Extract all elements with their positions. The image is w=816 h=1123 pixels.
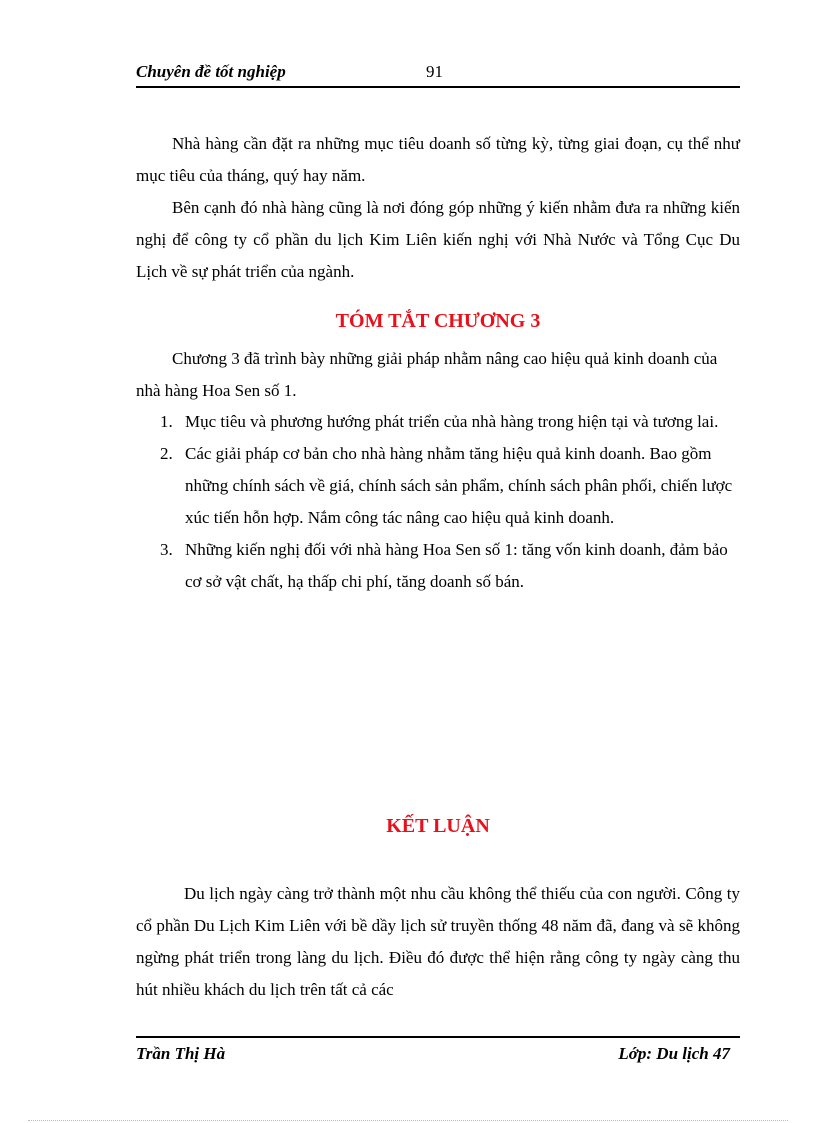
paragraph-text: Nhà hàng cần đặt ra những mục tiêu doanh số từng kỳ, từng giai đoạn, cụ thể như mục tiêu của tháng, quý hay năm.: [136, 134, 740, 185]
summary-intro: [136, 343, 740, 407]
document-title: Chuyên đề tốt nghiệp: [136, 62, 286, 81]
list-item-number: 1.: [160, 412, 173, 431]
list-item-text: Mục tiêu và phương hướng phát triển của nhà hàng trong hiện tại và tương lai.: [185, 412, 719, 431]
list-item-text: Những kiến nghị đối với nhà hàng Hoa Sen số 1: tăng vốn kinh doanh, đảm bảo cơ sở vật chất, hạ thấp chi phí, tăng doanh số bán.: [185, 540, 728, 591]
list-item-number: 2.: [160, 444, 173, 463]
paragraph-text: Bên cạnh đó nhà hàng cũng là nơi đóng góp những ý kiến nhằm đưa ra những kiến nghị để công ty cổ phần du lịch Kim Liên kiến nghị với Nhà Nước và Tổng Cục Du Lịch về sự phát triển của ngành.: [136, 198, 740, 281]
chapter-summary-heading: TÓM TẮT CHƯƠNG 3: [335, 310, 541, 332]
page-footer: [136, 1036, 740, 1068]
paragraph-text: Du lịch ngày càng trở thành một nhu cầu không thể thiếu của con người. Công ty cổ phần Du Lịch Kim Liên với bề dầy lịch sử truyền thống 48 năm đã, đang và sẽ không ngừng phát triển trong làng du lịch. Điều đó được thể hiện rằng công ty ngày càng thu hút nhiều khách du lịch trên tất cả các: [136, 884, 740, 999]
list-item-text: Các giải pháp cơ bản cho nhà hàng nhằm tăng hiệu quả kinh doanh. Bao gồm những chính sách về giá, chính sách sản phẩm, chính sách phân phối, chiến lược xúc tiến hỗn hợp. Nắm công tác nâng cao hiệu quả kinh doanh.: [185, 444, 733, 527]
list-item: [160, 438, 740, 534]
conclusion-paragraph: [136, 878, 740, 1006]
page-number: 91: [426, 62, 443, 81]
intro-paragraph-1: [136, 128, 740, 192]
page-bottom-divider: [28, 1120, 788, 1121]
list-item: [160, 534, 740, 598]
intro-paragraph-2: [136, 192, 740, 288]
list-item: [160, 406, 740, 438]
summary-list: [160, 406, 740, 598]
page-header: [136, 60, 740, 88]
conclusion-heading: KẾT LUẬN: [386, 815, 490, 837]
author-name: Trần Thị Hà: [136, 1044, 226, 1063]
list-item-number: 3.: [160, 540, 173, 559]
class-label: Lớp: Du lịch 47: [618, 1044, 730, 1063]
paragraph-text: Chương 3 đã trình bày những giải pháp nhằm nâng cao hiệu quả kinh doanh của nhà hàng Hoa Sen số 1.: [136, 349, 718, 400]
